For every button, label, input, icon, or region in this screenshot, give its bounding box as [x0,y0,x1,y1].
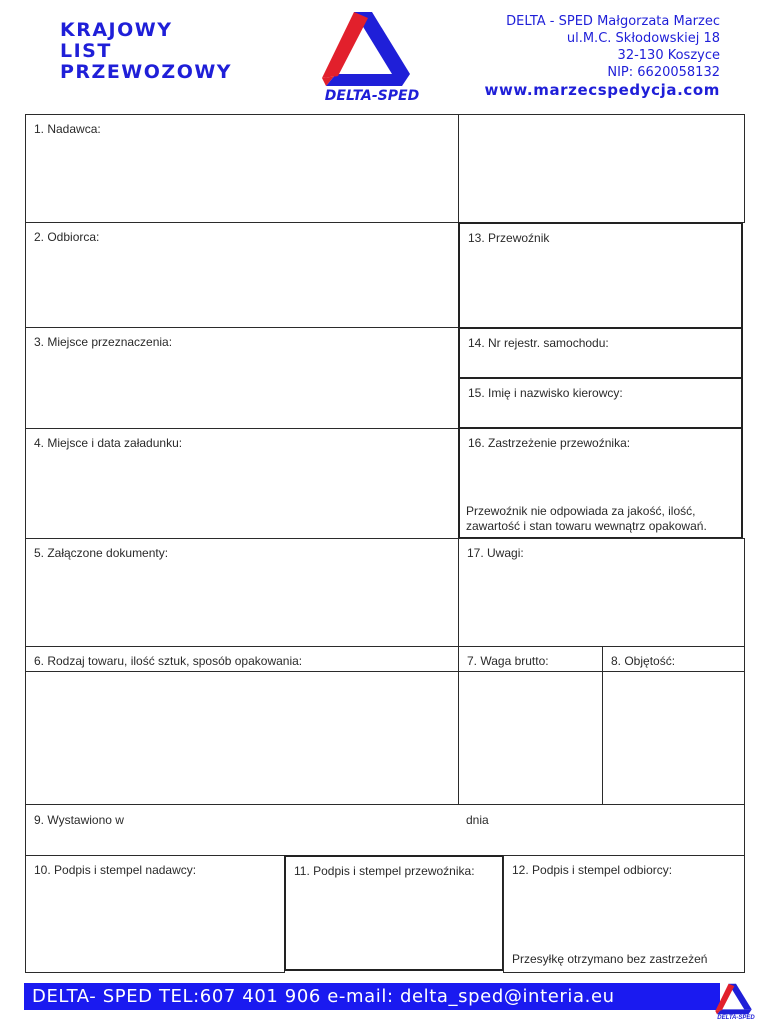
field-destination-label: 3. Miejsce przeznaczenia: [34,335,173,349]
field-volume-header [602,646,745,672]
field-driver-label: 15. Imię i nazwisko kierowcy: [468,386,623,400]
field-goods-value[interactable] [25,671,459,805]
field-registration[interactable] [458,327,743,379]
field-registration-label: 14. Nr rejestr. samochodu: [468,336,609,350]
field-carrier-reservation-label: 16. Zastrzeżenie przewoźnika: [468,436,631,450]
received-note: Przesyłkę otrzymano bez zastrzeżeń [512,952,708,966]
field-carrier-signature-label: 11. Podpis i stempel przewoźnika: [294,864,475,878]
field-documents[interactable] [25,538,459,647]
field-driver[interactable] [458,377,743,429]
field-weight-label: 7. Waga brutto: [467,654,549,668]
document-title [60,20,232,83]
field-issued[interactable] [25,804,745,856]
company-info [485,13,721,99]
title-line-2: LIST [60,40,112,62]
field-recipient-label: 2. Odbiorca: [34,230,100,244]
field-volume-value[interactable] [602,671,745,805]
company-name: DELTA - SPED Małgorzata Marzec [506,14,720,29]
field-recipient-signature-label: 12. Podpis i stempel odbiorcy: [512,863,673,877]
title-line-3: PRZEWOZOWY [60,61,233,83]
field-blank-top-right [458,114,745,223]
company-nip: NIP: 6620058132 [607,65,720,80]
field-recipient-signature[interactable] [503,855,745,973]
company-street: ul.M.C. Skłodowskiej 18 [566,31,720,46]
field-issued-date-label: dnia [466,813,489,827]
field-weight-value[interactable] [458,671,603,805]
field-remarks[interactable] [458,538,745,647]
carrier-disclaimer [466,504,707,534]
field-sender[interactable] [25,114,459,223]
title-line-1: KRAJOWY [60,19,173,41]
carrier-disclaimer-line-1: Przewoźnik nie odpowiada za jakość, ilość, [466,504,696,518]
delta-sped-logo [314,8,430,108]
company-city: 32-130 Koszyce [617,48,720,63]
footer-logo [712,982,760,1024]
field-destination[interactable] [25,327,459,429]
field-carrier-signature[interactable] [284,855,504,971]
field-weight-header [458,646,603,672]
triangle-logo-icon [314,8,430,90]
field-goods-label: 6. Rodzaj towaru, ilość sztuk, sposób opakowania: [34,654,303,668]
field-carrier[interactable] [458,222,743,329]
field-sender-label: 1. Nadawca: [34,122,101,136]
logo-text: DELTA-SPED [324,88,420,104]
footer-logo-text: DELTA-SPED [717,1015,755,1021]
field-loading[interactable] [25,428,459,539]
field-issued-place-label: 9. Wystawiono w [34,813,124,827]
field-volume-label: 8. Objętość: [611,654,676,668]
footer-triangle-logo-icon [712,982,760,1016]
field-sender-signature-label: 10. Podpis i stempel nadawcy: [34,863,197,877]
field-remarks-label: 17. Uwagi: [467,546,524,560]
field-documents-label: 5. Załączone dokumenty: [34,546,169,560]
field-carrier-label: 13. Przewoźnik [468,231,550,245]
field-recipient[interactable] [25,222,459,328]
field-sender-signature[interactable] [25,855,285,973]
field-carrier-reservation[interactable] [458,427,743,539]
carrier-disclaimer-line-2: zawartość i stan towaru wewnątrz opakowań. [466,519,707,533]
field-goods-header [25,646,459,672]
footer-contact-bar: DELTA- SPED TEL:607 401 906 e-mail: delta_sped@interia.eu [24,983,720,1010]
company-website[interactable]: www.marzecspedycja.com [484,81,720,99]
field-loading-label: 4. Miejsce i data załadunku: [34,436,183,450]
